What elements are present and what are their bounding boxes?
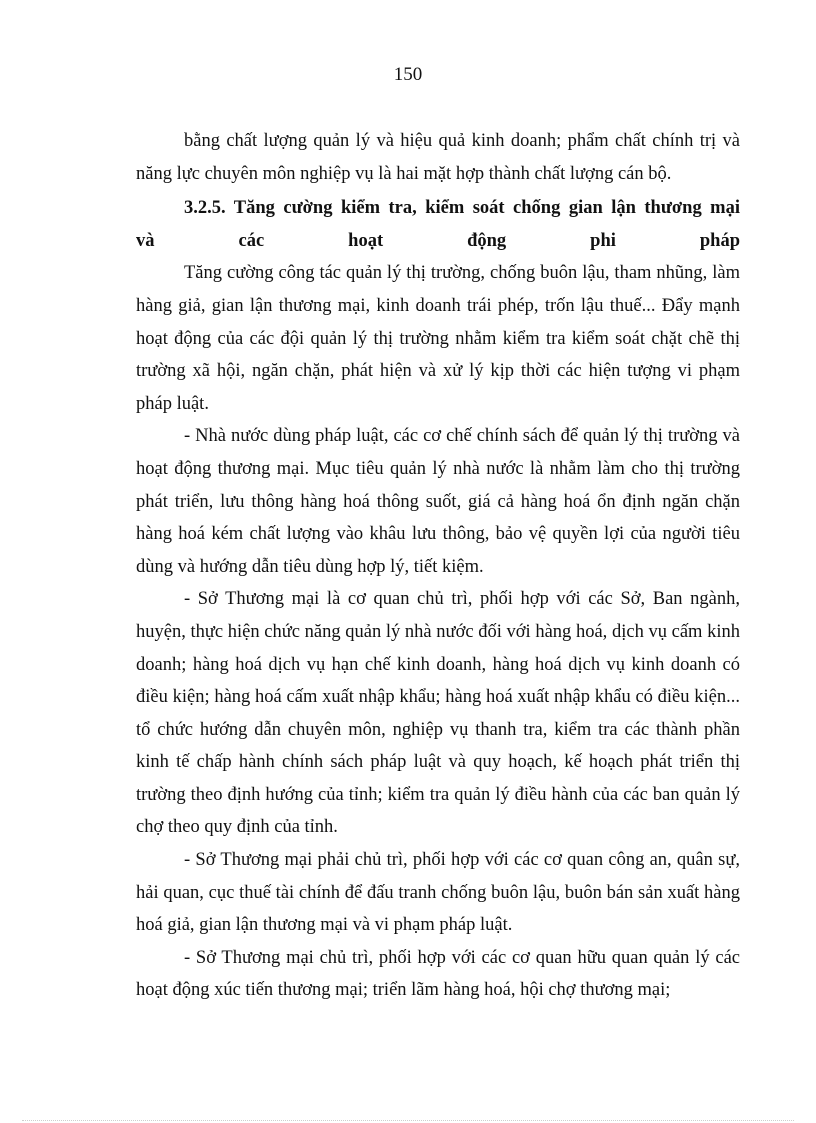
- section-heading: [136, 192, 740, 257]
- paragraph: - Sở Thương mại phải chủ trì, phối hợp với các cơ quan công an, quân sự, hải quan, cục thuế tài chính để đấu tranh chống buôn lậu, buôn bán sản xuất hàng hoá giả, gian lận thương mại và vi phạm pháp luật.: [136, 850, 740, 936]
- paragraph: - Nhà nước dùng pháp luật, các cơ chế chính sách để quản lý thị trường và hoạt động thương mại. Mục tiêu quản lý nhà nước là nhằm làm cho thị trường phát triển, lưu thông hàng hoá thông suốt, giá cả hàng hoá ổn định ngăn chặn hàng hoá kém chất lượng vào khâu lưu thông, bảo vệ quyền lợi của người tiêu dùng và hướng dẫn tiêu dùng hợp lý, tiết kiệm.: [136, 426, 740, 577]
- paragraph: Tăng cường công tác quản lý thị trường, chống buôn lậu, tham nhũng, làm hàng giả, gian lận thương mại, kinh doanh trái phép, trốn lậu thuế... Đẩy mạnh hoạt động của các đội quản lý thị trường nhằm kiểm tra kiểm soát chặt chẽ thị trường xã hội, ngăn chặn, phát hiện và xử lý kịp thời các hiện tượng vi phạm pháp luật.: [136, 263, 740, 414]
- page-number: 150: [393, 64, 423, 85]
- document-body: [136, 125, 740, 1007]
- page-bottom-divider: [22, 1120, 794, 1121]
- paragraph: - Sở Thương mại chủ trì, phối hợp với các cơ quan hữu quan quản lý các hoạt động xúc tiến thương mại; triển lãm hàng hoá, hội chợ thương mại;: [136, 947, 740, 1001]
- section-heading-line1: 3.2.5. Tăng cường kiểm tra, kiểm soát chống gian lận thương mại: [184, 198, 740, 219]
- paragraph: - Sở Thương mại là cơ quan chủ trì, phối hợp với các Sở, Ban ngành, huyện, thực hiện chức năng quản lý nhà nước đối với hàng hoá, dịch vụ cấm kinh doanh; hàng hoá dịch vụ hạn chế kinh doanh, hàng hoá dịch vụ kinh doanh có điều kiện; hàng hoá cấm xuất nhập khẩu; hàng hoá xuất nhập khẩu có điều kiện... tổ chức hướng dẫn chuyên môn, nghiệp vụ thanh tra, kiểm tra các thành phần kinh tế chấp hành chính sách pháp luật và quy hoạch, kế hoạch phát triển thị trường theo định hướng của tỉnh; kiểm tra quản lý điều hành của các ban quản lý chợ theo quy định của tỉnh.: [136, 589, 740, 838]
- section-heading-line2: và các hoạt động phi pháp: [136, 230, 740, 251]
- paragraph-continuation: bằng chất lượng quản lý và hiệu quả kinh doanh; phẩm chất chính trị và năng lực chuyên môn nghiệp vụ là hai mặt hợp thành chất lượng cán bộ.: [136, 131, 740, 184]
